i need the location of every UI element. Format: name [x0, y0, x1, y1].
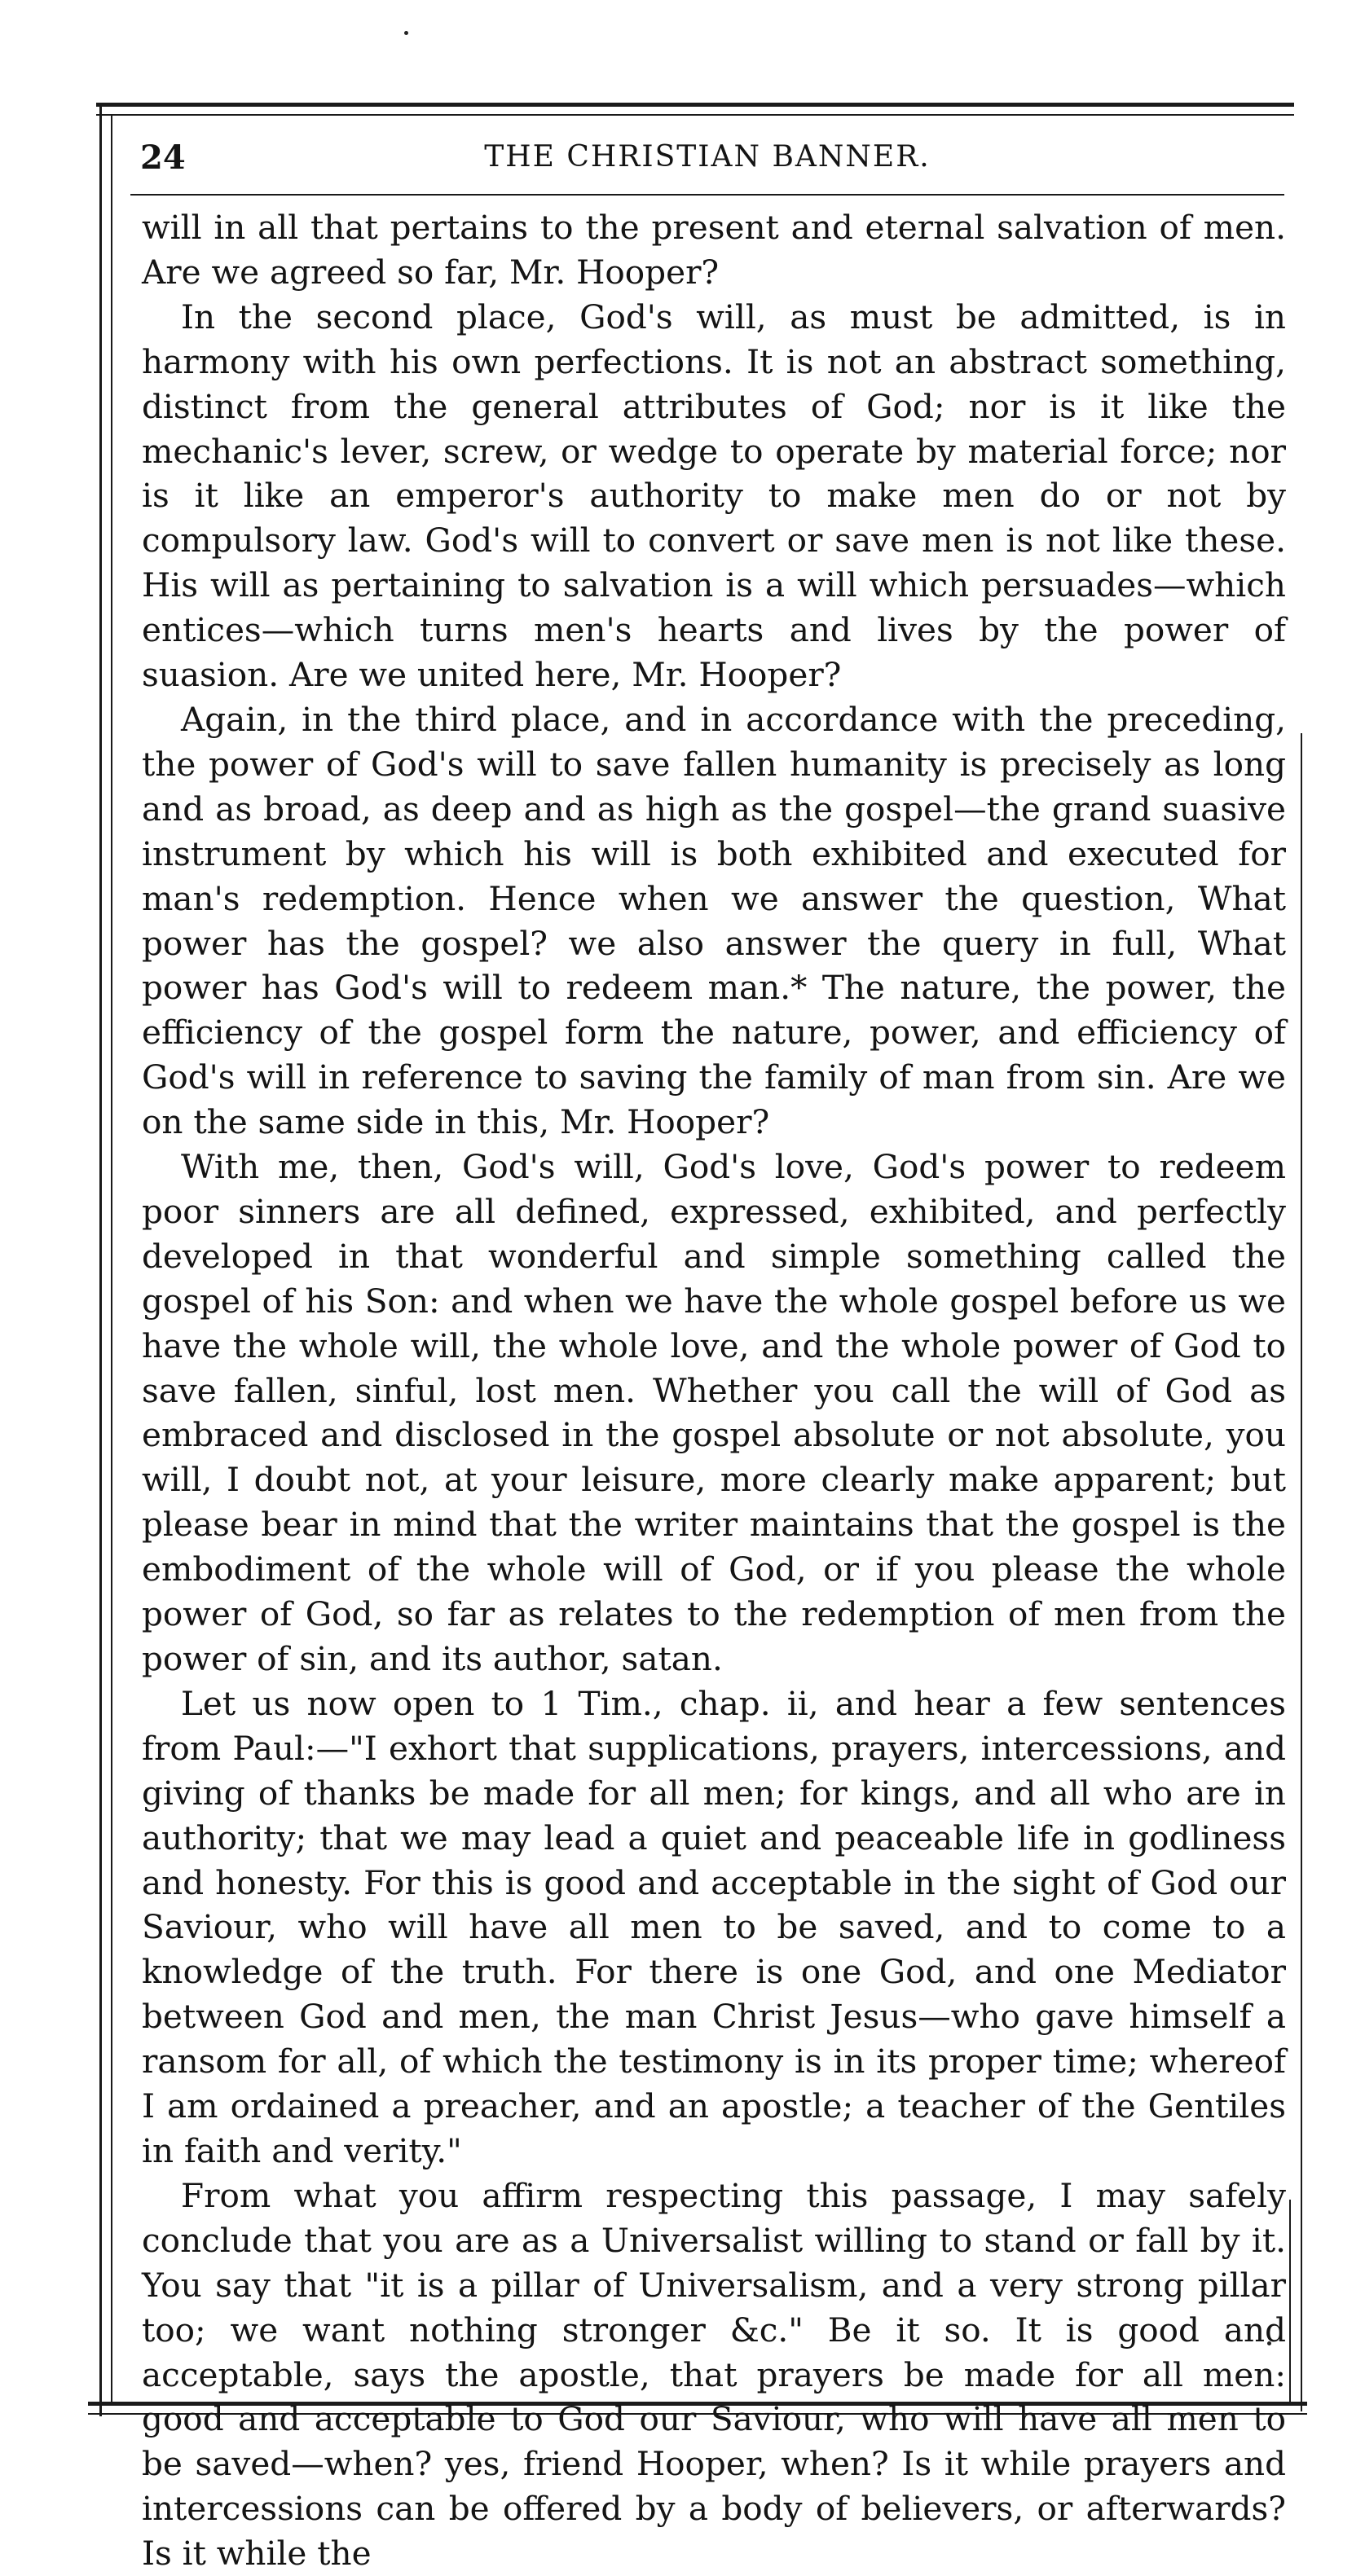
page-header	[130, 138, 1284, 187]
paragraph: Again, in the third place, and in accordance with the preceding, the power of God's will to save fallen humanity is precisely as long and as broad, as deep and as high as the gospel—the grand suasive instrument by which his will is both exhibited and executed for man's redemption. Hence when we answer the question, What power has the gospel? we also answer the query in full, What power has God's will to redeem man.* The nature, the power, the efficiency of the gospel form the nature, power, and efficiency of God's will in reference to saving the family of man from sin. Are we on the same side in this, Mr. Hooper?	[142, 699, 1286, 1142]
frame-right-inner-rule	[1289, 2200, 1291, 2403]
frame-left-inner-rule	[111, 114, 112, 2403]
paragraph: will in all that pertains to the present and eternal salvation of men. Are we agreed so far, Mr. Hooper?	[142, 208, 1286, 292]
paragraph: In the second place, God's will, as must be admitted, is in harmony with his own perfections. It is not an abstract something, distinct from the general attributes of God; nor is it like the mechanic's lever, screw, or wedge to operate by material force; nor is it like an emperor's authority to make men do or not by compulsory law. God's will to convert or save men is not like these. His will as pertaining to salvation is a will which persuades—which entices—which turns men's hearts and lives by the power of suasion. Are we united here, Mr. Hooper?	[142, 297, 1286, 695]
header-rule	[130, 194, 1284, 196]
paragraph: With me, then, God's will, God's love, God's power to redeem poor sinners are all defined, expressed, exhibited, and perfectly developed in that wonderful and simple something called the gospel of his Son: and when we have the whole gospel before us we have the whole will, the whole love, and the whole power of God to save fallen, sinful, lost men. Whether you call the will of God as embraced and disclosed in the gospel absolute or not absolute, you will, I doubt not, at your leisure, more clearly make apparent; but please bear in mind that the writer maintains that the gospel is the embodiment of the whole will of God, or if you please the whole power of God, so far as relates to the redemption of men from the power of sin, and its author, satan.	[142, 1147, 1286, 1678]
frame-top-rule	[96, 103, 1294, 107]
running-title: THE CHRISTIAN BANNER.	[484, 140, 931, 174]
paragraph: Let us now open to 1 Tim., chap. ii, and hear a few sentences from Paul:—"I exhort that supplications, prayers, intercessions, and giving of thanks be made for all men; for kings, and all who are in authority; that we may lead a quiet and peaceable life in godliness and honesty. For this is good and acceptable in the sight of God our Saviour, who will have all men to be saved, and to come to a knowledge of the truth. For there is one God, and one Mediator between God and men, the man Christ Jesus—who gave himself a ransom for all, of which the testimony is in its proper time; whereof I am ordained a preacher, and an apostle; a teacher of the Gentiles in faith and verity."	[142, 1683, 1286, 2170]
frame-left-rule	[99, 103, 102, 2416]
frame-top-inner-rule	[96, 114, 1294, 116]
paragraph: From what you affirm respecting this passage, I may safely conclude that you are as a Universalist willing to stand or fall by it. You say that "it is a pillar of Universalism, and a very strong pillar too; we want nothing stronger &c." Be it so. It is good and acceptable, says the apostle, that prayers be made for all men: good and acceptable to God our Saviour, who will have all men to be saved—when? yes, friend Hooper, when? Is it while prayers and intercessions can be offered by a body of believers, or afterwards? Is it while the	[142, 2175, 1286, 2574]
frame-right-rule	[1301, 733, 1302, 2411]
article-body	[142, 205, 1286, 2576]
page-number: 24	[140, 138, 186, 177]
print-speck	[404, 31, 408, 35]
